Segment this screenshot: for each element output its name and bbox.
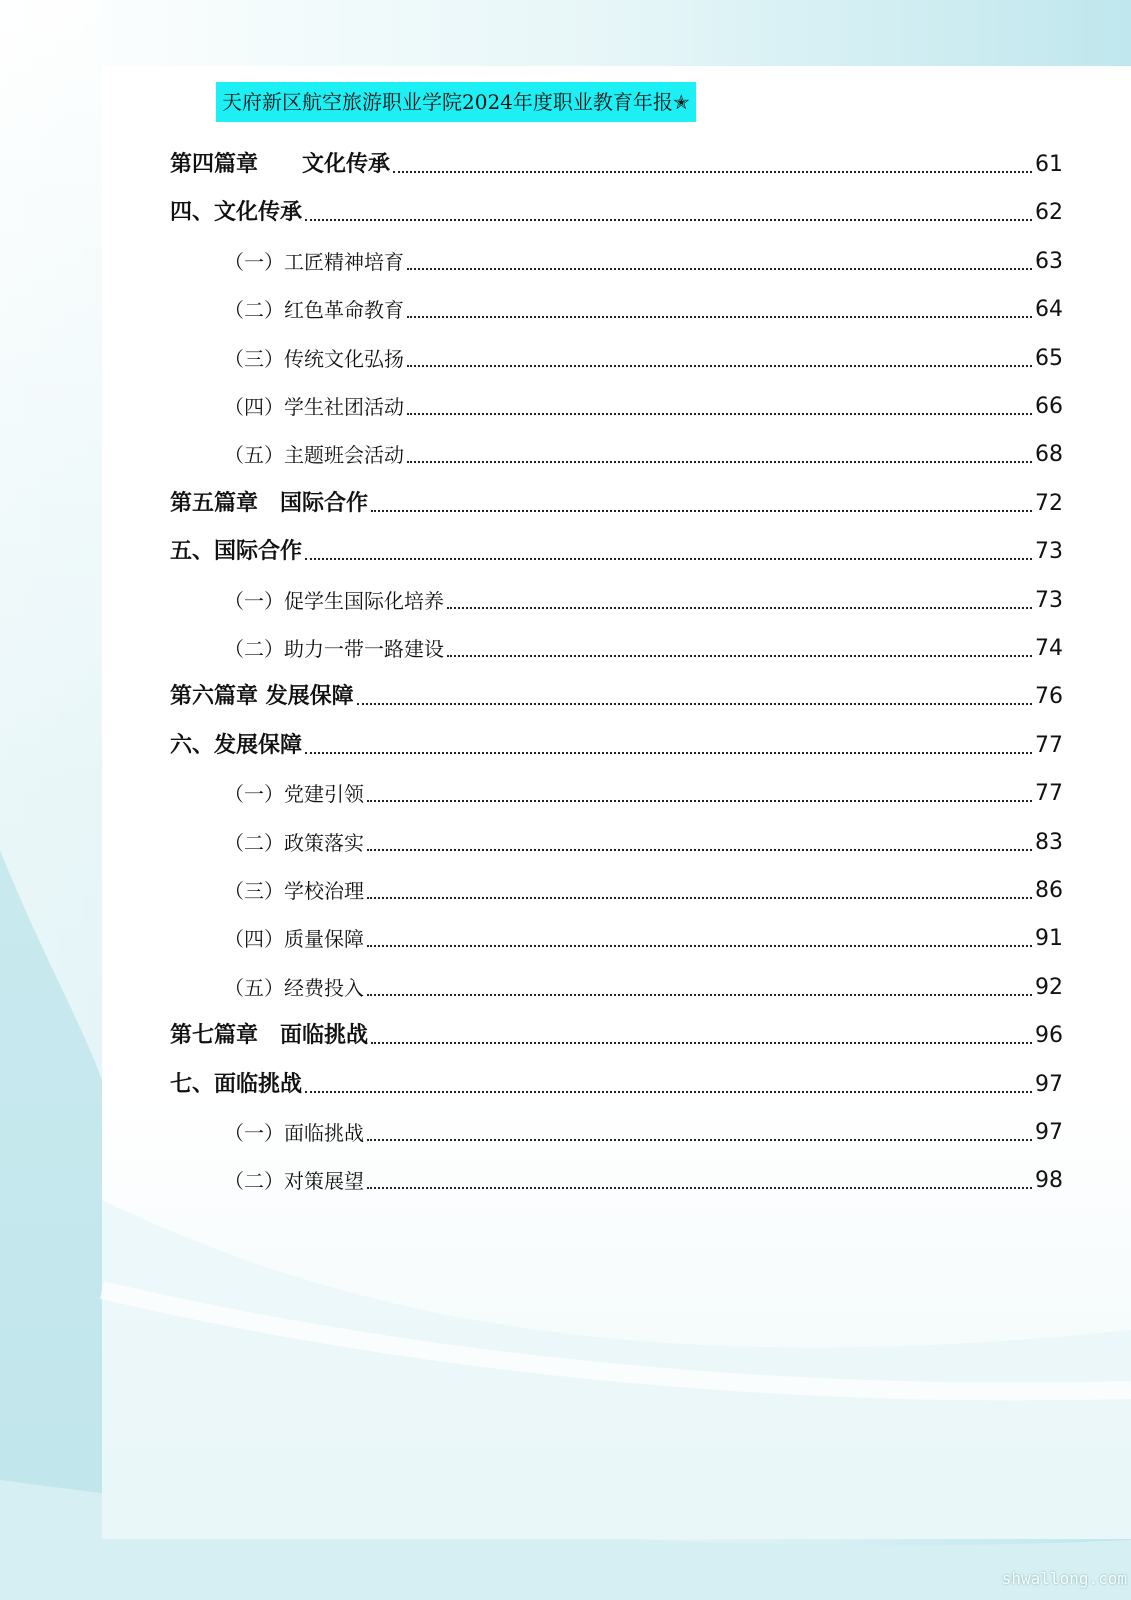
toc-section-entry[interactable] <box>170 340 1063 374</box>
toc-entry-label: 第七篇章 面临挑战 <box>170 1023 369 1049</box>
toc-page-number: 76 <box>1035 684 1063 710</box>
toc-dot-leader <box>371 510 1032 512</box>
toc-page-number: 97 <box>1035 1071 1063 1097</box>
toc-page-number: 97 <box>1035 1120 1063 1145</box>
toc-entry-label: （一）党建引领 <box>224 782 364 807</box>
toc-page-number: 62 <box>1035 200 1063 226</box>
toc-dot-leader <box>407 413 1032 415</box>
toc-entry-label: （五）主题班会活动 <box>224 443 404 468</box>
toc-page-number: 66 <box>1035 394 1063 419</box>
toc-page-number: 64 <box>1035 297 1063 323</box>
toc-section-entry[interactable] <box>170 630 1063 664</box>
toc-dot-leader <box>367 994 1032 996</box>
toc-page-number: 98 <box>1035 1168 1063 1194</box>
toc-dot-leader <box>367 1139 1032 1141</box>
toc-section-entry[interactable] <box>170 582 1063 616</box>
toc-dot-leader <box>367 849 1032 851</box>
toc-dot-leader <box>407 268 1032 270</box>
toc-section-entry[interactable] <box>170 1162 1063 1196</box>
toc-section-entry[interactable] <box>170 1114 1063 1148</box>
toc-section-entry[interactable] <box>170 824 1063 858</box>
toc-page-number: 73 <box>1035 539 1063 565</box>
toc-dot-leader <box>305 1091 1032 1093</box>
toc-entry-label: 第六篇章 发展保障 <box>170 684 354 710</box>
toc-page-number: 92 <box>1035 974 1063 1000</box>
toc-entry-label: 七、面临挑战 <box>170 1071 303 1097</box>
toc-entry-label: （二）助力一带一路建设 <box>224 637 444 661</box>
toc-section-entry[interactable] <box>170 969 1063 1003</box>
toc-section-entry[interactable] <box>170 388 1063 422</box>
toc-page-number: 74 <box>1035 636 1063 661</box>
toc-chapter-entry[interactable] <box>170 533 1063 567</box>
toc-chapter-entry[interactable] <box>170 678 1063 712</box>
toc-entry-label: （二）红色革命教育 <box>224 298 404 323</box>
toc-entry-label: （一）面临挑战 <box>224 1121 364 1145</box>
report-title: 天府新区航空旅游职业学院2024年度职业教育年报 <box>222 90 673 114</box>
toc-chapter-entry[interactable] <box>170 1017 1063 1051</box>
toc-section-entry[interactable] <box>170 436 1063 470</box>
toc-chapter-entry[interactable] <box>170 194 1063 228</box>
toc-section-entry[interactable] <box>170 243 1063 277</box>
toc-entry-label: （二）政策落实 <box>224 830 364 855</box>
toc-entry-label: （四）质量保障 <box>224 927 364 952</box>
watermark: shwallong.com <box>1001 1569 1127 1588</box>
toc-dot-leader <box>367 897 1032 899</box>
toc-section-entry[interactable] <box>170 920 1063 954</box>
toc-entry-label: 六、发展保障 <box>170 732 303 758</box>
toc-dot-leader <box>367 800 1032 802</box>
toc-page-number: 61 <box>1035 152 1063 177</box>
toc-page-number: 68 <box>1035 442 1063 468</box>
toc-dot-leader <box>407 316 1032 318</box>
toc-entry-label: 四、文化传承 <box>170 200 303 226</box>
toc-section-entry[interactable] <box>170 775 1063 809</box>
toc-page <box>102 66 1131 1539</box>
toc-dot-leader <box>447 655 1032 657</box>
toc-section-entry[interactable] <box>170 872 1063 906</box>
toc-dot-leader <box>305 219 1032 221</box>
toc-dot-leader <box>407 461 1032 463</box>
toc-chapter-entry[interactable] <box>170 485 1063 519</box>
toc-entry-label: （一）促学生国际化培养 <box>224 588 444 613</box>
toc-page-number: 72 <box>1035 490 1063 516</box>
toc-page-number: 83 <box>1035 829 1063 855</box>
toc-chapter-entry[interactable] <box>170 727 1063 761</box>
toc-page-number: 86 <box>1035 878 1063 903</box>
toc-page-number: 77 <box>1035 781 1063 807</box>
toc-entry-label: 五、国际合作 <box>170 539 303 565</box>
toc-dot-leader <box>367 945 1032 947</box>
toc-dot-leader <box>371 1042 1032 1044</box>
toc-dot-leader <box>367 1187 1032 1189</box>
toc-dot-leader <box>305 752 1032 754</box>
toc-dot-leader <box>357 703 1032 705</box>
toc-dot-leader <box>305 558 1032 560</box>
toc-page-number: 65 <box>1035 345 1063 371</box>
toc-dot-leader <box>447 607 1032 609</box>
toc-entry-label: （一）工匠精神培育 <box>224 249 404 274</box>
toc-dot-leader <box>393 171 1032 173</box>
toc-entry-label: （三）传统文化弘扬 <box>224 346 404 371</box>
toc-page-number: 91 <box>1035 926 1063 952</box>
toc-page-number: 96 <box>1035 1023 1063 1049</box>
toc-page-number: 77 <box>1035 732 1063 758</box>
toc-chapter-entry[interactable] <box>170 1066 1063 1100</box>
toc-entry-label: 第五篇章 国际合作 <box>170 490 369 516</box>
report-title-banner <box>216 82 696 122</box>
toc-entry-label: （五）经费投入 <box>224 975 364 1000</box>
toc-page-number: 73 <box>1035 587 1063 613</box>
toc-entry-label: （二）对策展望 <box>224 1169 364 1194</box>
toc-entry-label: （三）学校治理 <box>224 879 364 903</box>
toc-entry-label: 第四篇章 文化传承 <box>170 152 391 177</box>
toc-chapter-entry[interactable] <box>170 146 1063 180</box>
star-icon: ✭ <box>672 90 690 114</box>
toc-entry-label: （四）学生社团活动 <box>224 395 404 419</box>
toc-page-number: 63 <box>1035 248 1063 274</box>
toc-section-entry[interactable] <box>170 291 1063 325</box>
toc-dot-leader <box>407 365 1032 367</box>
